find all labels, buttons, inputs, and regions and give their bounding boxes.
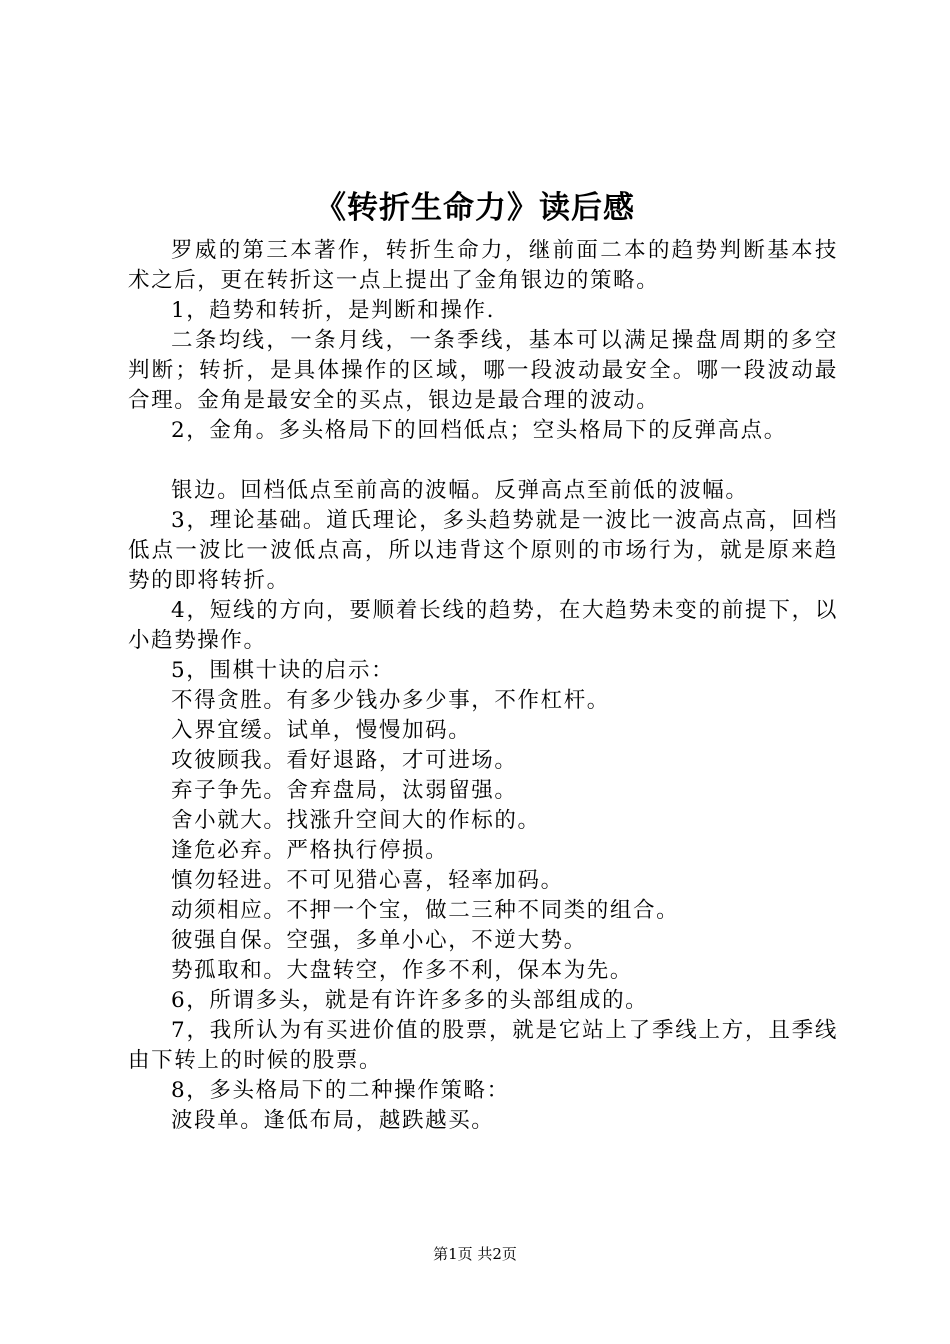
- list-item-go-rule-5: 舍小就大。找涨升空间大的作标的。: [171, 808, 541, 833]
- paragraph-point-7: 7，我所认为有买进价值的股票，就是它站上了季线上方，且季线由下转上的时候的股票。: [128, 1018, 838, 1073]
- paragraph-silver-edge: 银边。回档低点至前高的波幅。反弹高点至前低的波幅。: [171, 478, 749, 503]
- paragraph-point-8: 8，多头格局下的二种操作策略：: [171, 1078, 510, 1103]
- paragraph-point-6: 6，所谓多头，就是有许许多多的头部组成的。: [171, 988, 649, 1013]
- paragraph-point-2: 2，金角。多头格局下的回档低点；空头格局下的反弹高点。: [171, 418, 787, 443]
- document-body: [128, 236, 838, 1136]
- list-item-go-rule-2: 入界宜缓。试单，慢慢加码。: [171, 718, 472, 743]
- paragraph-point-5: 5，围棋十诀的启示：: [171, 658, 395, 683]
- paragraph-point-1: 1，趋势和转折，是判断和操作.: [171, 298, 496, 323]
- list-item-go-rule-9: 彼强自保。空强，多单小心，不逆大势。: [171, 928, 587, 953]
- page-footer: 第1页 共2页: [433, 1245, 517, 1263]
- document-title: 《转折生命力》读后感: [315, 190, 635, 226]
- blank-line: [128, 446, 838, 476]
- list-item-go-rule-4: 弃子争先。舍弃盘局，汰弱留强。: [171, 778, 518, 803]
- paragraph-point-3: 3，理论基础。道氏理论，多头趋势就是一波比一波高点高，回档低点一波比一波低点高，所以违背这个原则的市场行为，就是原来趋势的即将转折。: [128, 508, 838, 593]
- paragraph-moving-averages: 二条均线，一条月线，一条季线，基本可以满足操盘周期的多空判断；转折，是具体操作的区域，哪一段波动最安全。哪一段波动最合理。金角是最安全的买点，银边是最合理的波动。: [128, 328, 838, 413]
- list-item-go-rule-3: 攻彼顾我。看好退路，才可进场。: [171, 748, 518, 773]
- paragraph-point-4: 4，短线的方向，要顺着长线的趋势，在大趋势未变的前提下，以小趋势操作。: [128, 598, 838, 653]
- paragraph-intro: 罗威的第三本著作，转折生命力，继前面二本的趋势判断基本技术之后，更在转折这一点上提出了金角银边的策略。: [128, 238, 838, 293]
- list-item-go-rule-1: 不得贪胜。有多少钱办多少事，不作杠杆。: [171, 688, 610, 713]
- list-item-go-rule-7: 慎勿轻进。不可见猎心喜，轻率加码。: [171, 868, 564, 893]
- list-item-go-rule-8: 动须相应。不押一个宝，做二三种不同类的组合。: [171, 898, 680, 923]
- list-item-go-rule-10: 势孤取和。大盘转空，作多不利，保本为先。: [171, 958, 634, 983]
- paragraph-wave-trading: 波段单。逢低布局，越跌越买。: [171, 1108, 495, 1133]
- list-item-go-rule-6: 逢危必弃。严格执行停损。: [171, 838, 449, 863]
